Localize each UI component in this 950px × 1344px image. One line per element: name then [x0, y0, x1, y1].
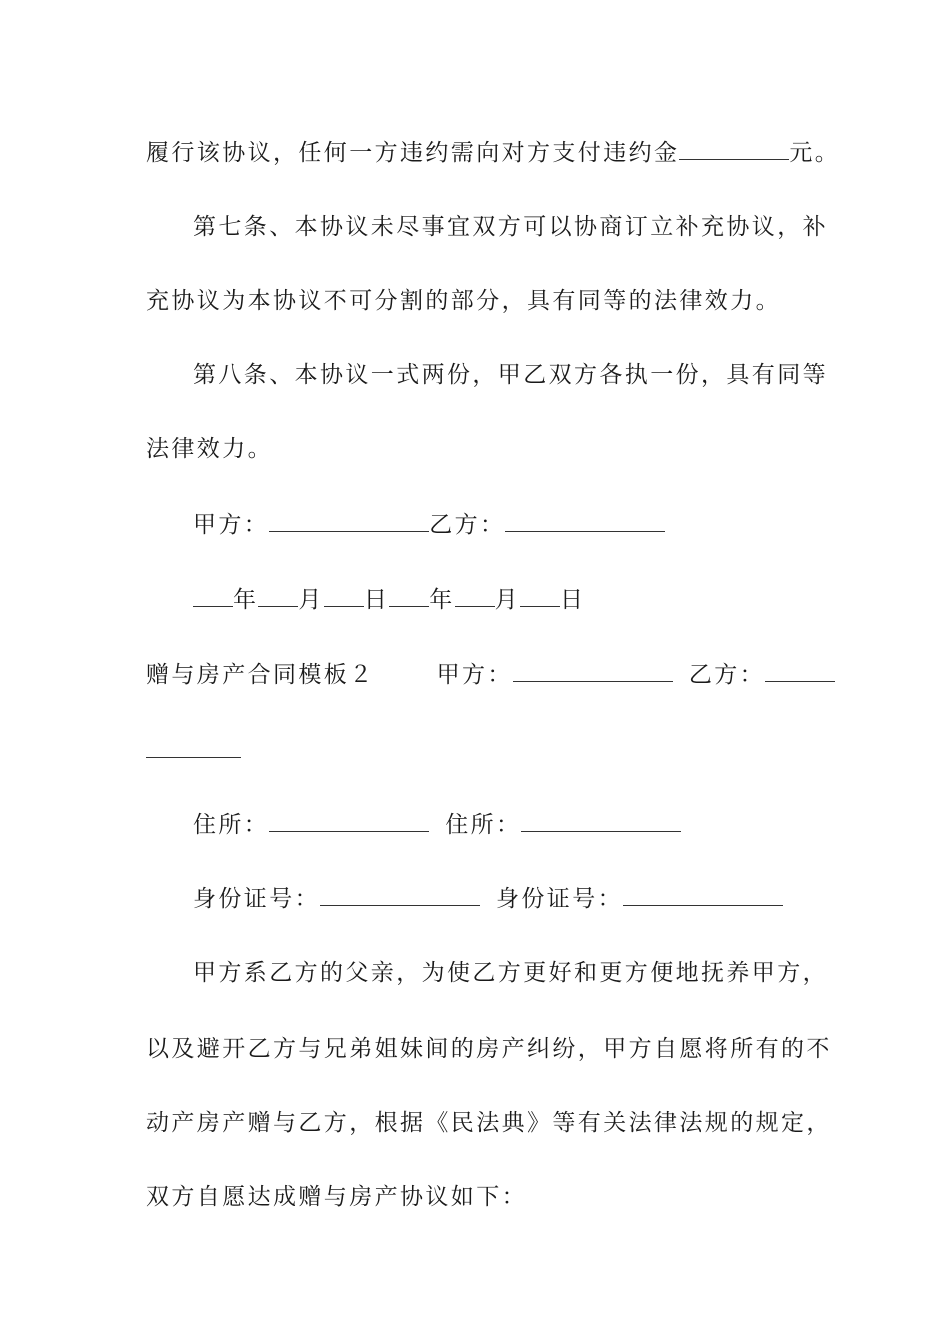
intro-line-1: 甲方系乙方的父亲，为使乙方更好和更方便地抚养甲方， [193, 960, 828, 986]
currency-unit: 元。 [789, 140, 841, 166]
month-blank [258, 588, 298, 607]
t2-party-a-label: 甲方： [436, 662, 513, 688]
t2-party-a-blank [513, 663, 673, 682]
id-row [193, 884, 857, 914]
id-a-blank [320, 887, 480, 906]
article-8-line-2: 法律效力。 [146, 436, 273, 462]
template-2-title: 赠与房产合同模板２ [146, 662, 375, 688]
address-a-blank [269, 813, 429, 832]
party-b-blank [505, 513, 665, 532]
month-blank [455, 588, 495, 607]
year-blank [389, 588, 429, 607]
address-b-label: 住所： [445, 812, 522, 838]
t2-party-b-blank-continued [146, 739, 241, 758]
article-8-line-1: 第八条、本协议一式两份，甲乙双方各执一份，具有同等 [193, 362, 828, 388]
t2-party-b-label: 乙方： [688, 662, 766, 688]
template-2-header [146, 660, 810, 690]
paragraph-line [146, 138, 841, 168]
month-label: 月 [494, 587, 521, 613]
address-b-blank [521, 813, 681, 832]
intro-line-2: 以及避开乙方与兄弟姐妹间的房产纠纷，甲方自愿将所有的不 [146, 1036, 832, 1062]
id-b-blank [623, 887, 783, 906]
party-a-label: 甲方： [193, 512, 270, 538]
year-blank [193, 588, 233, 607]
month-label: 月 [298, 587, 324, 613]
address-row [193, 810, 857, 840]
penalty-amount-blank [679, 141, 789, 160]
day-blank [324, 588, 364, 607]
address-a-label: 住所： [193, 812, 270, 838]
id-b-label: 身份证号： [496, 886, 623, 912]
penalty-text: 履行该协议，任何一方违约需向对方支付违约金 [146, 140, 680, 166]
signature-parties [193, 510, 857, 540]
template-2-header-wrap [146, 736, 810, 766]
year-label: 年 [233, 587, 259, 613]
day-label: 日 [363, 587, 390, 613]
intro-line-4: 双方自愿达成赠与房产协议如下： [146, 1184, 527, 1210]
day-blank [520, 588, 560, 607]
day-label: 日 [560, 587, 586, 613]
article-7-line-1: 第七条、本协议未尽事宜双方可以协商订立补充协议，补 [193, 214, 828, 240]
intro-line-3: 动产房产赠与乙方，根据《民法典》等有关法律法规的规定， [146, 1110, 832, 1136]
article-7-line-2: 充协议为本协议不可分割的部分，具有同等的法律效力。 [146, 288, 781, 314]
id-a-label: 身份证号： [193, 886, 320, 912]
party-a-blank [269, 513, 429, 532]
signature-dates [193, 585, 857, 615]
year-label: 年 [429, 587, 455, 613]
party-b-label: 乙方： [429, 512, 506, 538]
t2-party-b-blank [765, 663, 835, 682]
